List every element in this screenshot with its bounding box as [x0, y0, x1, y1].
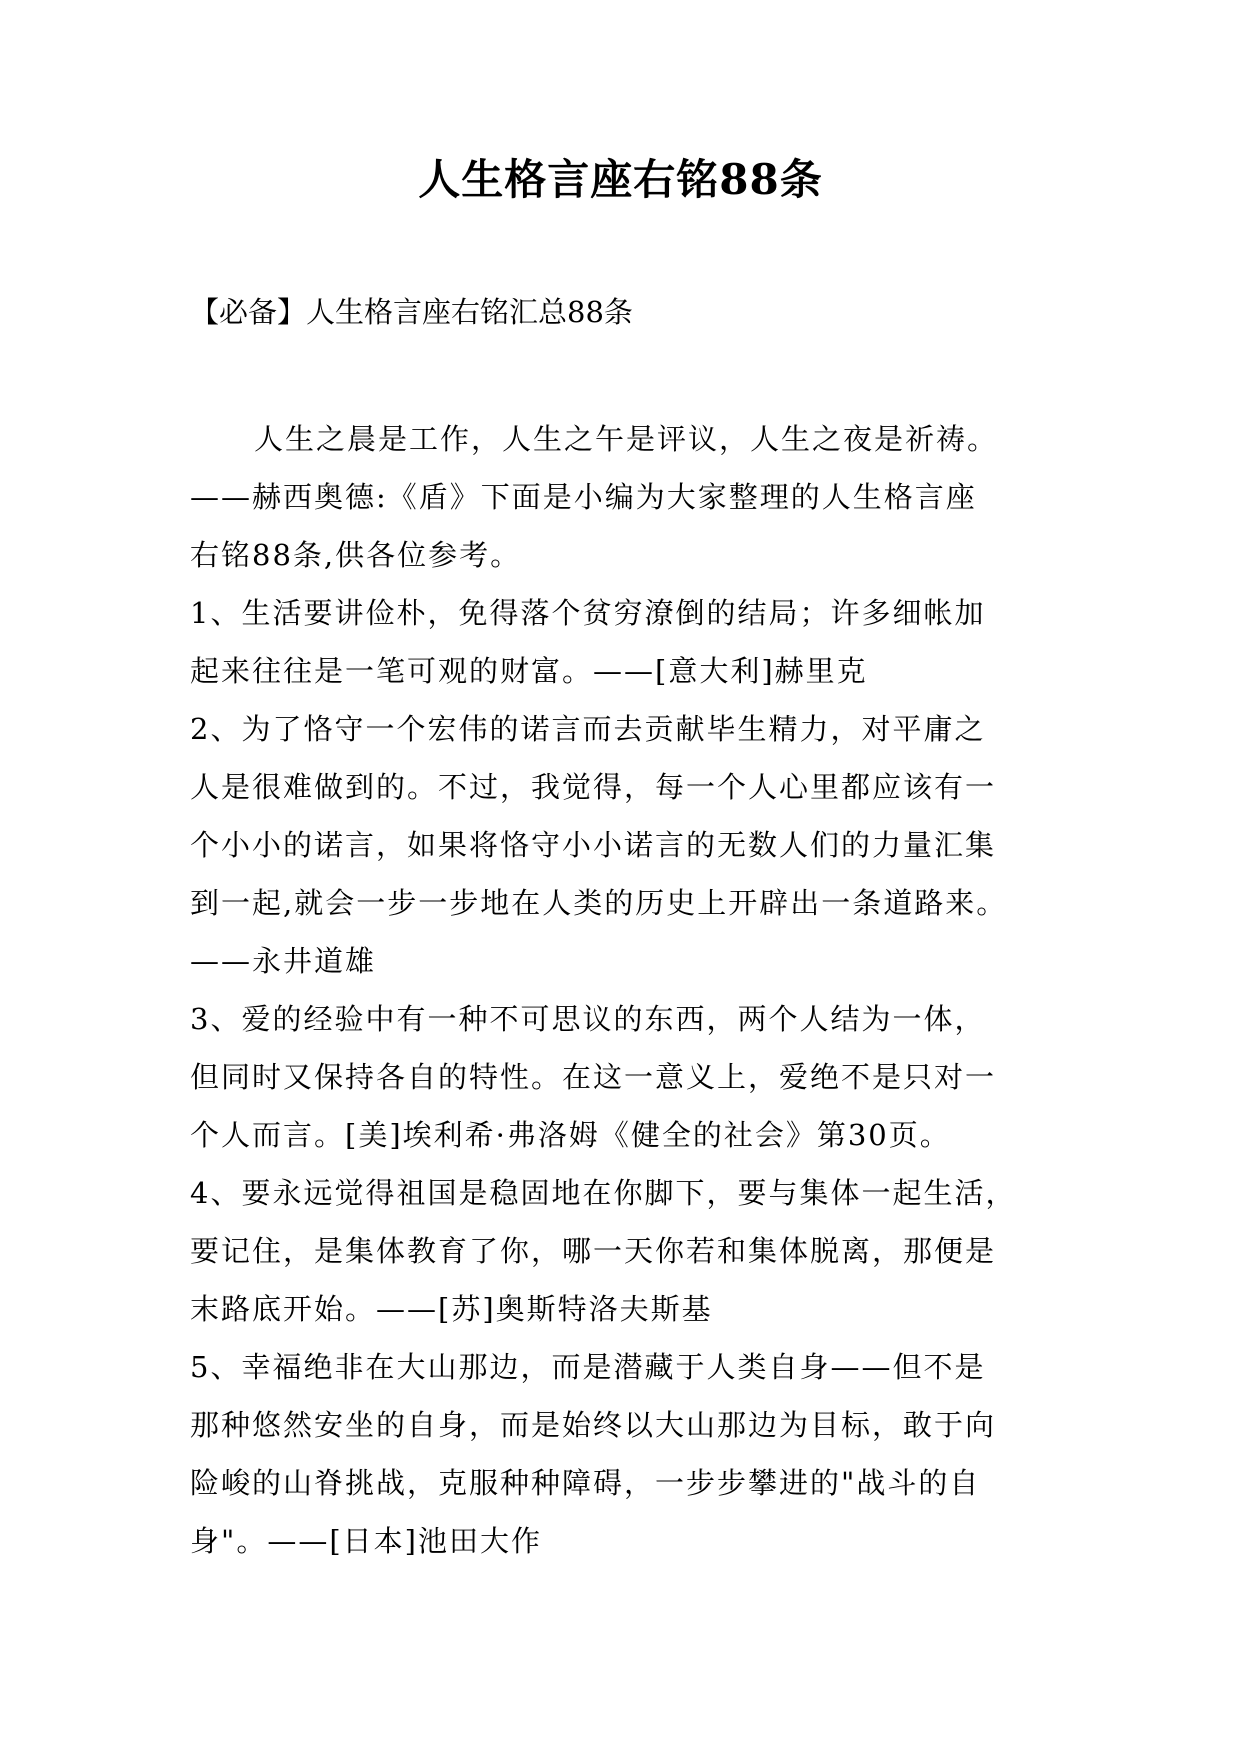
text-line: 末路底开始。——[苏]奥斯特洛夫斯基 [190, 1292, 713, 1326]
text-line: 但同时又保持各自的特性。在这一意义上，爱绝不是只对一 [190, 1060, 997, 1094]
text-line: 5、幸福绝非在大山那边，而是潜藏于人类自身——但不是 [190, 1350, 986, 1384]
text-line: 到一起,就会一步一步地在人类的历史上开辟出一条道路来。 [190, 886, 1008, 920]
text-line: 人生之晨是工作，人生之午是评议，人生之夜是祈祷。 [254, 422, 999, 456]
text-line: 险峻的山脊挑战，克服种种障碍，一步步攀进的"战斗的自 [190, 1466, 981, 1500]
text-line: 人是很难做到的。不过，我觉得，每一个人心里都应该有一 [190, 770, 997, 804]
text-line: 1、生活要讲俭朴，免得落个贫穷潦倒的结局；许多细帐加 [190, 596, 986, 630]
text-line: 个人而言。[美]埃利希·弗洛姆《健全的社会》第30页。 [190, 1118, 951, 1152]
document-subtitle: 【必备】人生格言座右铭汇总88条 [190, 295, 633, 329]
text-line: 要记住，是集体教育了你，哪一天你若和集体脱离，那便是 [190, 1234, 997, 1268]
text-line: 3、爱的经验中有一种不可思议的东西，两个人结为一体， [190, 1002, 986, 1036]
text-line: 4、要永远觉得祖国是稳固地在你脚下，要与集体一起生活， [190, 1176, 1017, 1210]
text-line: 2、为了恪守一个宏伟的诺言而去贡献毕生精力，对平庸之 [190, 712, 986, 746]
text-line: 那种悠然安坐的自身，而是始终以大山那边为目标，敢于向 [190, 1408, 997, 1442]
text-line: ——永井道雄 [190, 944, 377, 978]
document-body [190, 410, 1070, 1570]
text-line: 起来往往是一笔可观的财富。——[意大利]赫里克 [190, 654, 868, 688]
text-line: 右铭88条,供各位参考。 [190, 538, 522, 572]
text-line: 身"。——[日本]池田大作 [190, 1524, 542, 1558]
text-line: ——赫西奥德:《盾》下面是小编为大家整理的人生格言座 [190, 480, 977, 514]
text-line: 个小小的诺言，如果将恪守小小诺言的无数人们的力量汇集 [190, 828, 997, 862]
document-title: 人生格言座右铭88条 [418, 155, 823, 204]
